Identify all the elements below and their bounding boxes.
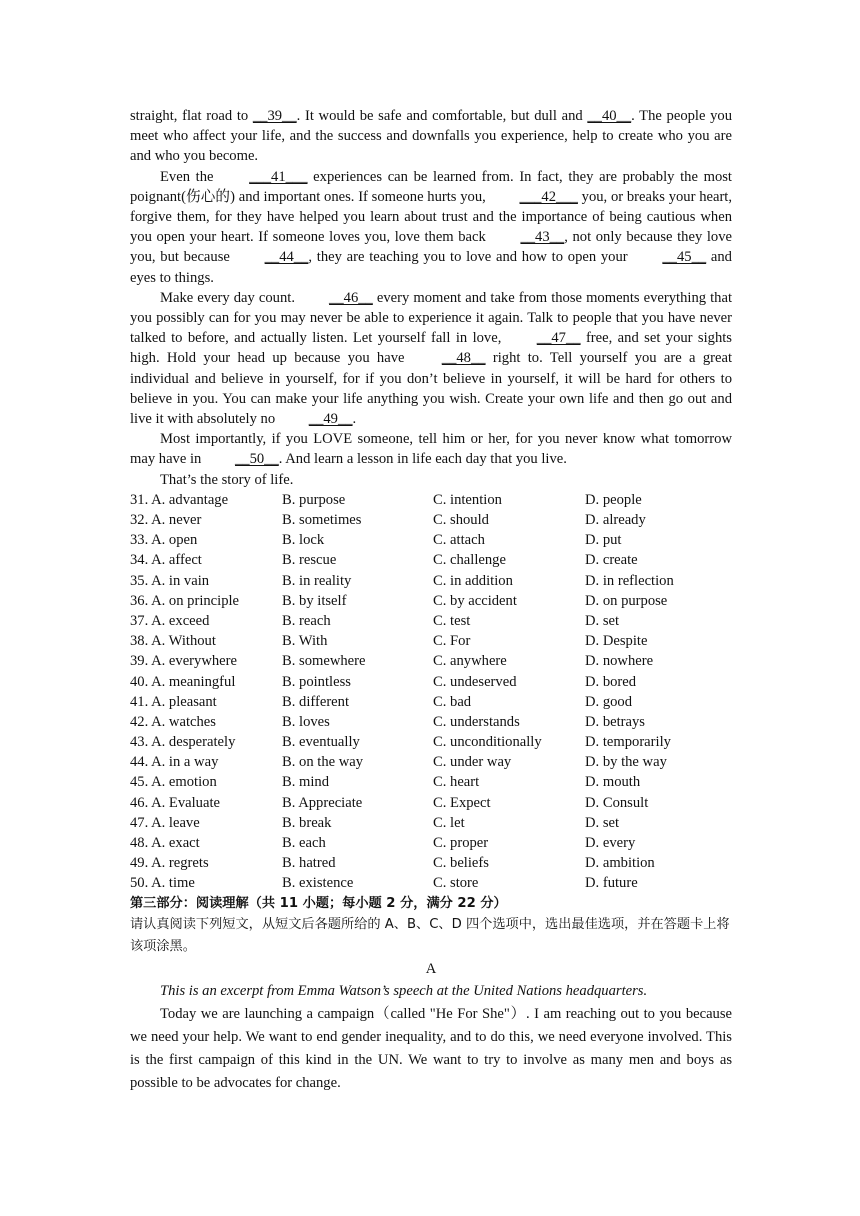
option-row bbox=[130, 712, 732, 732]
option-d: D. already bbox=[585, 512, 646, 529]
passage-intro: This is an excerpt from Emma Watson’s speech at the United Nations headquarters. bbox=[160, 982, 648, 999]
option-d: D. nowhere bbox=[585, 653, 654, 670]
option-c: C. bad bbox=[433, 693, 472, 710]
exam-page bbox=[130, 106, 732, 1095]
text: Most importantly, if you LOVE someone, tell him or her, for you never know what tomorrow may have in bbox=[130, 431, 732, 468]
option-d: D. future bbox=[585, 875, 638, 892]
option-c: C. intention bbox=[433, 491, 502, 508]
text: experiences can be learned from. In fact, they are probably the most poignant(伤心的) and important ones. If someone hurts you, bbox=[130, 168, 732, 205]
option-row bbox=[130, 833, 732, 853]
option-d: D. by the way bbox=[585, 754, 667, 771]
option-c: C. in addition bbox=[433, 572, 513, 589]
option-a: 33. A. open bbox=[130, 532, 198, 549]
option-row bbox=[130, 853, 732, 873]
cloze-paragraph-2 bbox=[130, 167, 732, 288]
blank-45: __45__ bbox=[662, 249, 707, 266]
option-a: 48. A. exact bbox=[130, 835, 200, 852]
text: . The people you meet who affect your life, and the success and downfalls you experience, help to create who you are and who you become. bbox=[130, 108, 733, 165]
option-d: D. Despite bbox=[585, 633, 648, 650]
section-title: 第三部分：阅读理解（共 11 小题；每小题 2 分，满分 22 分） bbox=[130, 895, 507, 911]
passage-label: A bbox=[425, 960, 437, 977]
option-c: C. under way bbox=[433, 754, 512, 771]
option-b: B. break bbox=[282, 814, 332, 831]
option-d: D. put bbox=[585, 532, 622, 549]
option-a: 47. A. leave bbox=[130, 814, 200, 831]
option-a: 46. A. Evaluate bbox=[130, 794, 220, 811]
text: , they are teaching you to love and how to open your bbox=[308, 249, 633, 266]
option-a: 31. A. advantage bbox=[130, 491, 229, 508]
option-d: D. bored bbox=[585, 673, 637, 690]
text: you, or breaks your heart, forgive them, for they have helped you learn about trust and the importance of being cautious when you open your heart. If someone loves you, love them back bbox=[130, 188, 733, 246]
option-c: C. heart bbox=[433, 774, 480, 791]
option-c: C. anywhere bbox=[433, 653, 507, 670]
option-b: B. each bbox=[282, 835, 326, 852]
text: . It would be safe and comfortable, but dull and bbox=[296, 108, 588, 124]
option-c: C. beliefs bbox=[433, 855, 489, 872]
option-d: D. set bbox=[585, 612, 620, 629]
option-a: 43. A. desperately bbox=[130, 734, 236, 751]
option-b: B. sometimes bbox=[282, 512, 362, 529]
blank-47: __47__ bbox=[536, 330, 581, 347]
text: free, and set your sights high. Hold your head up because you have bbox=[130, 330, 732, 367]
option-row bbox=[130, 752, 732, 772]
option-c: C. attach bbox=[433, 532, 485, 549]
blank-41: ___41___ bbox=[249, 168, 308, 185]
option-d: D. betrays bbox=[585, 713, 645, 730]
blank-50: __50__ bbox=[234, 451, 279, 468]
option-a: 49. A. regrets bbox=[130, 855, 209, 872]
option-b: B. on the way bbox=[282, 754, 364, 771]
option-row bbox=[130, 550, 732, 570]
option-row bbox=[130, 732, 732, 752]
option-b: B. existence bbox=[282, 875, 354, 892]
text: Make every day count. bbox=[160, 289, 300, 306]
option-c: C. unconditionally bbox=[433, 734, 542, 751]
option-d: D. Consult bbox=[585, 794, 649, 811]
option-b: B. different bbox=[282, 693, 350, 710]
option-row bbox=[130, 692, 732, 712]
option-row bbox=[130, 490, 732, 510]
option-b: B. in reality bbox=[282, 572, 352, 589]
passage-paragraph-1: Today we are launching a campaign（called "He For She"）. I am reaching out to you because we need your help. We want to end gender inequality, and to do this, we need everyone involved. This is the first campaign of this kind in the UN. We want to try to involve as many men and boys as possible to be advocates for change. bbox=[130, 1005, 732, 1091]
option-c: C. challenge bbox=[433, 552, 506, 569]
option-b: B. mind bbox=[282, 774, 330, 791]
option-c: C. by accident bbox=[433, 592, 517, 609]
cloze-paragraph-3 bbox=[130, 288, 732, 429]
text: . And learn a lesson in life each day that you live. bbox=[278, 451, 567, 468]
option-row bbox=[130, 611, 732, 631]
blank-40: __40__ bbox=[587, 108, 632, 124]
option-c: C. test bbox=[433, 612, 471, 629]
blank-43: __43__ bbox=[520, 229, 565, 246]
option-row bbox=[130, 793, 732, 813]
cloze-paragraph-5: That’s the story of life. bbox=[160, 471, 294, 488]
option-row bbox=[130, 591, 732, 611]
option-row bbox=[130, 672, 732, 692]
text: every moment and take from those moments everything that you possibly can for you may never be able to experience it again. Talk to people that you have never talked to before, and actually listen. Let yourself fall in love, bbox=[130, 289, 732, 347]
text: right to. Tell yourself you are a great individual and believe in yourself, for if you don’t believe in yourself, it will be hard for others to believe in you. You can make your life anything you wish. Create your own life and then go out and live it with absolutely no bbox=[130, 350, 732, 428]
option-a: 44. A. in a way bbox=[130, 754, 219, 771]
option-a: 40. A. meaningful bbox=[130, 673, 236, 690]
cloze-paragraph-4 bbox=[130, 429, 732, 469]
option-c: C. store bbox=[433, 875, 479, 892]
option-b: B. lock bbox=[282, 532, 325, 549]
option-b: B. pointless bbox=[282, 673, 351, 690]
option-b: B. purpose bbox=[282, 491, 346, 508]
option-row bbox=[130, 651, 732, 671]
option-c: C. For bbox=[433, 633, 471, 650]
option-row bbox=[130, 530, 732, 550]
option-a: 39. A. everywhere bbox=[130, 653, 237, 670]
option-row bbox=[130, 772, 732, 792]
option-a: 35. A. in vain bbox=[130, 572, 210, 589]
option-b: B. hatred bbox=[282, 855, 336, 872]
blank-46: __46__ bbox=[329, 289, 373, 306]
text: . bbox=[352, 411, 357, 428]
text: Even the bbox=[160, 168, 220, 185]
option-b: B. reach bbox=[282, 612, 331, 629]
option-b: B. loves bbox=[282, 713, 330, 730]
option-d: D. people bbox=[585, 491, 642, 508]
blank-48: __48__ bbox=[441, 350, 486, 367]
option-a: 32. A. never bbox=[130, 512, 202, 529]
option-d: D. create bbox=[585, 552, 638, 569]
option-b: B. somewhere bbox=[282, 653, 366, 670]
option-c: C. understands bbox=[433, 713, 520, 730]
option-c: C. proper bbox=[433, 835, 489, 852]
options-list bbox=[130, 490, 732, 894]
option-b: B. rescue bbox=[282, 552, 337, 569]
text: , not only because they love you, but because bbox=[130, 229, 732, 266]
option-d: D. in reflection bbox=[585, 572, 674, 589]
section-instructions: 请认真阅读下列短文，从短文后各题所给的 A、B、C、D 四个选项中，选出最佳选项，并在答题卡上将该项涂黑。 bbox=[130, 916, 730, 954]
option-a: 42. A. watches bbox=[130, 713, 216, 730]
option-c: C. should bbox=[433, 512, 489, 529]
option-c: C. undeserved bbox=[433, 673, 517, 690]
option-row bbox=[130, 873, 732, 893]
option-b: B. With bbox=[282, 633, 328, 650]
option-c: C. Expect bbox=[433, 794, 491, 811]
option-d: D. every bbox=[585, 835, 636, 852]
option-a: 50. A. time bbox=[130, 875, 195, 892]
option-d: D. on purpose bbox=[585, 592, 668, 609]
option-d: D. temporarily bbox=[585, 734, 671, 751]
option-row bbox=[130, 631, 732, 651]
option-b: B. eventually bbox=[282, 734, 360, 751]
option-a: 41. A. pleasant bbox=[130, 693, 217, 710]
option-a: 37. A. exceed bbox=[130, 612, 210, 629]
blank-49: __49__ bbox=[308, 411, 353, 428]
text: and eyes to things. bbox=[130, 249, 732, 286]
option-row bbox=[130, 510, 732, 530]
option-a: 34. A. affect bbox=[130, 552, 202, 569]
option-b: B. by itself bbox=[282, 592, 347, 609]
option-d: D. good bbox=[585, 693, 633, 710]
text: straight, flat road to bbox=[130, 108, 253, 124]
cloze-paragraph-1 bbox=[130, 106, 732, 167]
option-d: D. mouth bbox=[585, 774, 641, 791]
option-row bbox=[130, 571, 732, 591]
option-d: D. set bbox=[585, 814, 620, 831]
blank-42: ___42___ bbox=[519, 188, 578, 205]
option-a: 36. A. on principle bbox=[130, 592, 240, 609]
option-a: 45. A. emotion bbox=[130, 774, 217, 791]
option-row bbox=[130, 813, 732, 833]
option-b: B. Appreciate bbox=[282, 794, 363, 811]
blank-39: __39__ bbox=[252, 108, 297, 124]
blank-44: __44__ bbox=[264, 249, 309, 266]
option-d: D. ambition bbox=[585, 855, 655, 872]
option-c: C. let bbox=[433, 814, 465, 831]
option-a: 38. A. Without bbox=[130, 633, 216, 650]
